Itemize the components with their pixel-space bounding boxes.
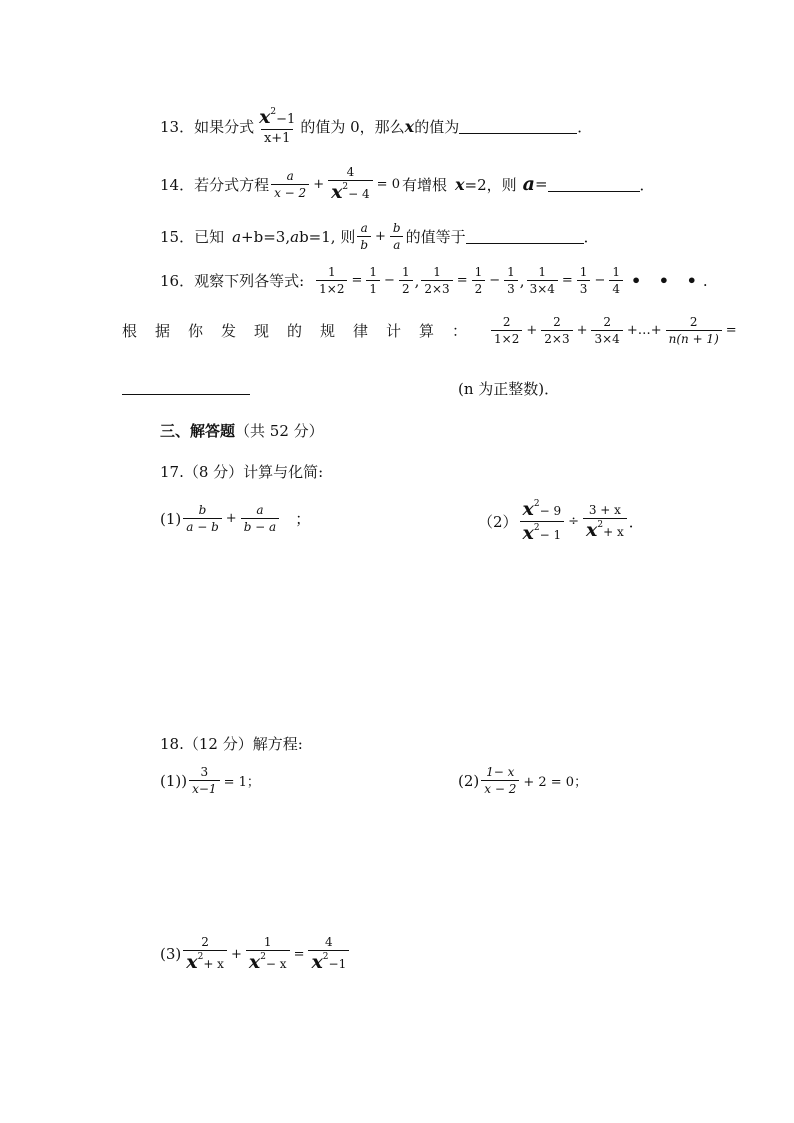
section-3-note: （共 52 分）	[235, 422, 324, 440]
q16-sum-1: $\frac{2}{1\times 2}$	[491, 316, 522, 345]
q16-eq3-a: $\frac{1}{3}$	[577, 266, 591, 295]
q16-eq3-b: $\frac{1}{4}$	[609, 266, 623, 295]
section-3-title: 三、解答题	[160, 422, 236, 440]
q16-eq3-lhs: $\frac{1}{3\times 4}$	[527, 266, 558, 295]
q17-part-2: （2） $\frac{x^2- 9}{x^2- 1}$ ÷ $\frac{3 + x}{x^2+ x}$ ．	[478, 498, 644, 544]
q14-answer-blank[interactable]	[548, 177, 640, 192]
q16-eq1-lhs: $\frac{1}{1\times 2}$	[316, 266, 347, 295]
q16-eq2-a: $\frac{1}{2}$	[472, 266, 486, 295]
q16-eq1-b: $\frac{1}{2}$	[399, 266, 413, 295]
q18-part-1: (1)) $\frac{3}{x-1}$ = 1；	[160, 765, 260, 796]
question-13: 13．如果分式 $\frac{x^2-1}{x+1}$ 的值为 0，那么 x 的值为 ．	[160, 106, 593, 146]
q18-part-2: (2) $\frac{1- x}{x - 2}$ + 2 = 0；	[458, 765, 588, 796]
q17-p2-fraction-2: $\frac{3 + x}{x^2+ x}$	[583, 504, 627, 540]
q14-fraction-1: $\frac{a}{x - 2}$	[271, 170, 309, 199]
q16-sum-2: $\frac{2}{2\times 3}$	[541, 316, 572, 345]
q13-answer-blank[interactable]	[459, 119, 577, 134]
q16-sum-3: $\frac{2}{3\times 4}$	[591, 316, 622, 345]
q16-rule-line: 根据你发现的规律计算： $\frac{2}{1\times 2}$ + $\frac{2}{2\times 3}$ + $\frac{2}{3\times 4}$ +…+ $\frac{2}{n(n + 1)}$ =	[122, 315, 737, 346]
q17-p2-fraction-1: $\frac{x^2- 9}{x^2- 1}$	[520, 500, 565, 543]
q17-p1-fraction-2: $\frac{a}{b - a}$	[241, 504, 280, 533]
q14-fraction-2: $\frac{4}{x^2- 4}$	[328, 166, 373, 202]
question-18-heading: 18.（12 分）解方程:	[160, 735, 303, 753]
question-14: 14．若分式方程 $\frac{a}{x - 2}$ + $\frac{4}{x^2- 4}$ = 0 有增根 x =2，则 a = ．	[160, 165, 655, 203]
q17-part-1: (1) $\frac{b}{a - b}$ + $\frac{a}{b - a}$ ；	[160, 503, 311, 534]
q18-p3-fraction-1: $\frac{2}{x^2+ x}$	[183, 936, 227, 972]
q16-rule-text: 根据你发现的规律计算：	[122, 322, 486, 340]
question-17-heading: 17.（8 分）计算与化简:	[160, 463, 324, 481]
q13-var: x	[404, 117, 415, 136]
q18-p2-fraction: $\frac{1- x}{x - 2}$	[481, 766, 519, 795]
q16-answer-blank[interactable]	[122, 380, 250, 395]
q16-label: 16．观察下列各等式:	[160, 272, 305, 290]
q16-sum-last: $\frac{2}{n(n + 1)}$	[666, 316, 722, 345]
q18-p1-fraction: $\frac{3}{x-1}$	[189, 766, 219, 795]
q18-p3-fraction-2: $\frac{1}{x^2- x}$	[246, 936, 290, 972]
q17-p1-fraction-1: $\frac{b}{a - b}$	[183, 504, 222, 533]
q15-fraction-1: $\frac{a}{b}$	[357, 222, 371, 251]
q16-note: (n 为正整数)．	[458, 380, 560, 398]
q15-label: 15．已知	[160, 228, 225, 246]
q14-label: 14．若分式方程	[160, 175, 270, 194]
q16-eq1-a: $\frac{1}{1}$	[366, 266, 380, 295]
q16-eq2-b: $\frac{1}{3}$	[504, 266, 518, 295]
q18-part-3: (3) $\frac{2}{x^2+ x}$ + $\frac{1}{x^2- x}$ = $\frac{4}{x^2-1}$	[160, 936, 351, 972]
q16-dots: • • •	[630, 271, 703, 290]
q13-fraction: $\frac{x^2-1}{x+1}$	[259, 106, 296, 146]
section-3-heading	[160, 420, 324, 441]
q13-label: 13．如果分式	[160, 118, 255, 136]
question-16: 16．观察下列各等式: $\frac{1}{1\times 2}$ = $\frac{1}{1}$ − $\frac{1}{2}$ , $\frac{1}{2\times 3}$ = $\frac{1}{2}$ − $\frac{1}{3}$ , $\frac{1}{3\times 4}$ = $\frac{1}{3}$ − $\frac{1}{4}$ • • • .	[160, 265, 708, 296]
q15-answer-blank[interactable]	[466, 229, 584, 244]
question-15: 15．已知 a +b=3, a b=1, 则 $\frac{a}{b}$ + $\frac{b}{a}$ 的值等于 ．	[160, 221, 599, 252]
q16-eq2-lhs: $\frac{1}{2\times 3}$	[421, 266, 452, 295]
q18-p3-fraction-3: $\frac{4}{x^2-1}$	[308, 936, 349, 972]
q15-fraction-2: $\frac{b}{a}$	[390, 222, 404, 251]
